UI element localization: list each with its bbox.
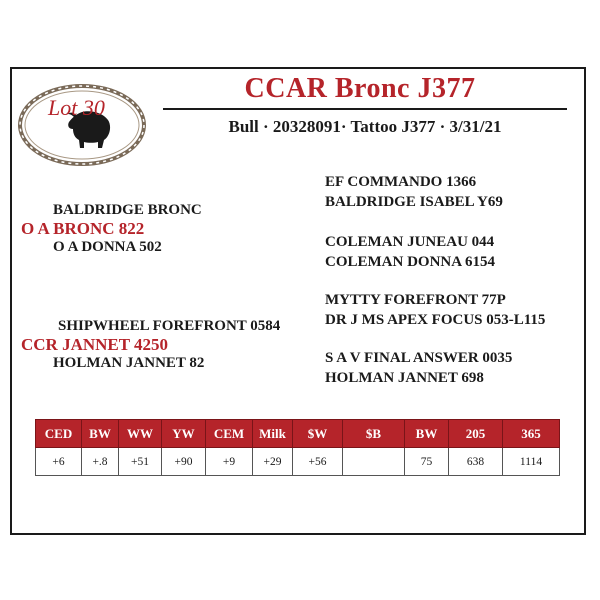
epd-header-bw: BW [82,420,119,448]
animal-info-line: Bull · 20328091· Tattoo J377 · 3/31/21 [228,117,502,136]
epd-header-cem: CEM [206,420,253,448]
sire: O A BRONC 822 [21,219,145,238]
epd-header-205: 205 [449,420,503,448]
epd-value-actual-bw: 75 [405,448,449,476]
epd-header-b-index: $B [343,420,405,448]
sire-sire: BALDRIDGE BRONC [53,202,202,218]
dam-sire-sire: MYTTY FOREFRONT 77P [325,292,506,308]
epd-header-milk: Milk [253,420,293,448]
sire-dam-sire: COLEMAN JUNEAU 044 [325,234,495,250]
epd-header-yw: YW [162,420,206,448]
epd-value-ced: +6 [36,448,82,476]
epd-value-ww: +51 [119,448,162,476]
epd-header-ced: CED [36,420,82,448]
epd-header-w-index: $W [293,420,343,448]
epd-value-205: 638 [449,448,503,476]
sire-dam-dam: COLEMAN DONNA 6154 [325,254,496,270]
rope-lot-logo [16,82,148,168]
epd-value-yw: +90 [162,448,206,476]
dam-sire: SHIPWHEEL FOREFRONT 0584 [58,318,281,334]
sire-sire-sire: EF COMMANDO 1366 [325,174,477,190]
epd-value-365: 1114 [503,448,560,476]
sire-sire-dam: BALDRIDGE ISABEL Y69 [325,194,503,210]
epd-header-ww: WW [119,420,162,448]
dam: CCR JANNET 4250 [21,335,169,354]
epd-header-row [36,420,560,448]
dam-sire-dam: DR J MS APEX FOCUS 053-L115 [325,312,546,328]
epd-value-row [36,448,560,476]
dam-dam-sire: S A V FINAL ANSWER 0035 [325,350,513,366]
epd-value-b-index [343,448,405,476]
epd-value-w-index: +56 [293,448,343,476]
epd-value-cem: +9 [206,448,253,476]
epd-value-milk: +29 [253,448,293,476]
epd-header-actual-bw: BW [405,420,449,448]
dam-dam-dam: HOLMAN JANNET 698 [325,370,484,386]
animal-name-title: CCAR Bronc J377 [244,73,476,104]
epd-value-bw: +.8 [82,448,119,476]
title-divider [163,108,567,110]
lot-label: Lot 30 [48,95,105,120]
epd-header-365: 365 [503,420,560,448]
epd-table [35,419,560,476]
dam-dam: HOLMAN JANNET 82 [53,355,205,371]
sire-dam: O A DONNA 502 [53,239,162,255]
